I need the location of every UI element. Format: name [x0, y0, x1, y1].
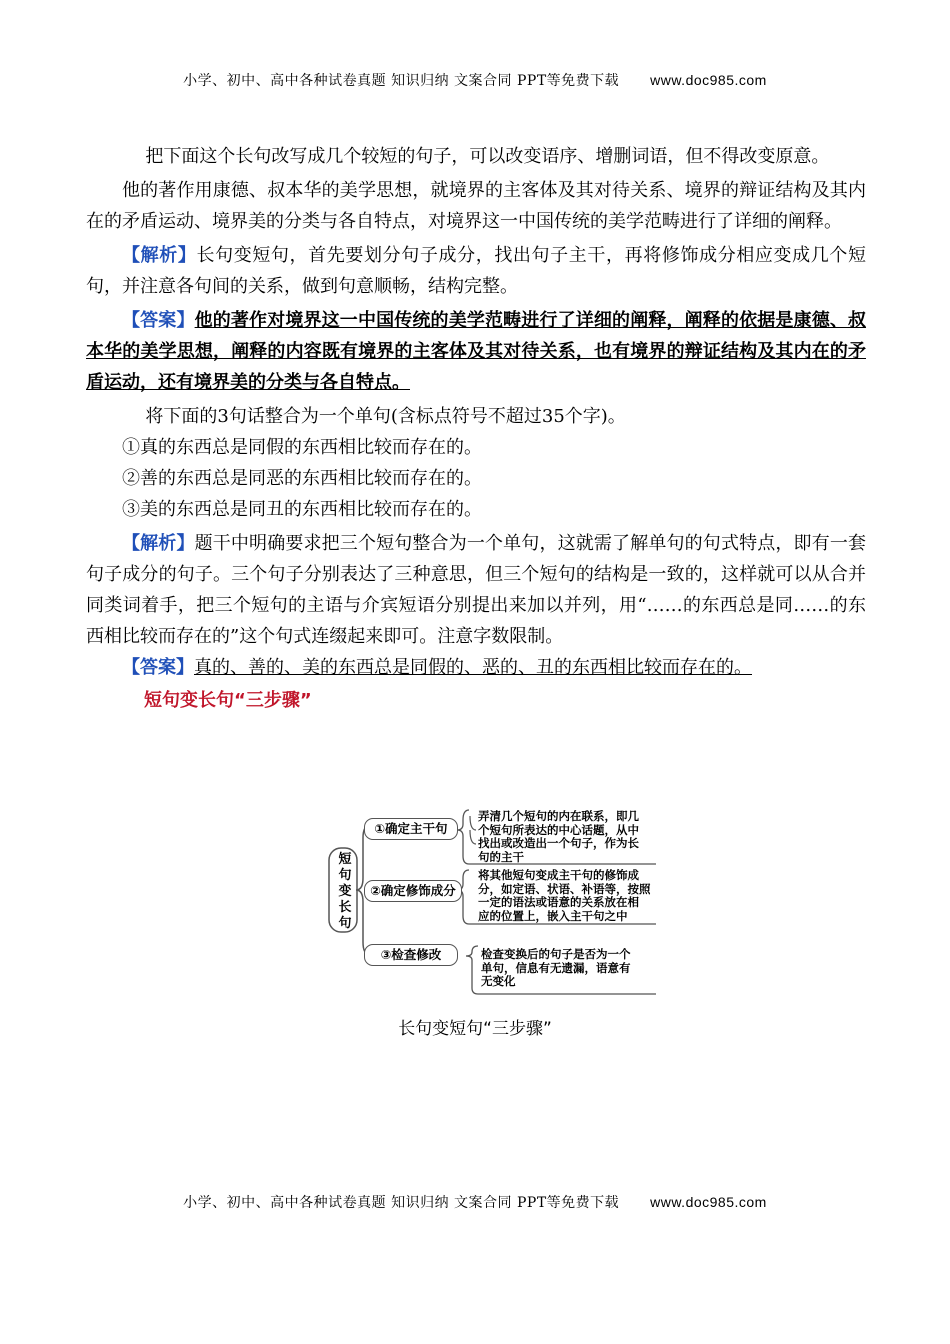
step-1-desc: [478, 810, 663, 864]
q2-answer-text: 真的、善的、美的东西总是同假的、恶的、丑的东西相比较而存在的。: [194, 657, 752, 678]
q1-prompt: 把下面这个长句改写成几个较短的句子，可以改变语序、增删词语，但不得改变原意。: [145, 146, 830, 167]
desc-line: 找出或改造出一个句子，作为长: [478, 836, 639, 850]
analysis-tag: 【解析】: [122, 245, 197, 266]
diagram-root-label: [334, 852, 356, 932]
diagram-caption: 长句变短句“三步骤”: [398, 1019, 552, 1039]
desc-line: 一定的语法或语意的关系放在相: [478, 895, 639, 909]
root-char: 短: [338, 852, 352, 867]
steps-diagram: [326, 808, 666, 1003]
q2-analysis: [86, 528, 866, 652]
q2-answer: [86, 652, 866, 683]
desc-line: 单句，信息有无遗漏，语意有: [481, 960, 631, 975]
section-title: 短句变长句“三步骤”: [144, 690, 312, 711]
step-2-box: ②确定修饰成分: [364, 880, 462, 902]
root-char: 长: [338, 900, 352, 915]
desc-line: 分，如定语、状语、补语等，按照: [478, 881, 651, 896]
desc-line: 检查变换后的句子是否为一个: [481, 947, 631, 961]
header-text: 小学、初中、高中各种试卷真题 知识归纳 文案合同 PPT等免费下载: [183, 73, 620, 89]
desc-line: 个短句所表达的中心话题，从中: [478, 822, 639, 837]
desc-line: 应的位置上，嵌入主干句之中: [478, 908, 628, 923]
desc-line: 将其他短句变成主干句的修饰成: [478, 868, 639, 882]
analysis-tag: 【解析】: [122, 533, 195, 554]
desc-line: 弄清几个短句的内在联系，即几: [478, 809, 639, 823]
root-char: 变: [338, 884, 352, 899]
document-body: [86, 141, 866, 716]
footer-site-link[interactable]: www.doc985.com: [650, 1194, 767, 1210]
root-char: 句: [338, 868, 352, 883]
q1-analysis: [86, 240, 866, 302]
q2-item: ③美的东西总是同丑的东西相比较而存在的。: [122, 499, 482, 520]
step-3-box: ③检查修改: [364, 944, 458, 966]
desc-line: 句的主干: [478, 849, 524, 864]
q2-analysis-text: 题干中明确要求把三个短句整合为一个单句，这就需了解单句的句式特点，即有一套句子成分的句子。三个句子分别表达了三种意思，但三个短句的结构是一致的，这样就可以从合并同类词着手，把三个短句的主语与介宾短语分别提出来加以并列，用“……的东西总是同……的东西相比较而存在的”这个句式连缀起来即可。注意字数限制。: [86, 533, 867, 647]
q2-item: ②善的东西总是同恶的东西相比较而存在的。: [122, 468, 482, 489]
step-3-desc: [481, 948, 661, 989]
footer-text: 小学、初中、高中各种试卷真题 知识归纳 文案合同 PPT等免费下载: [183, 1195, 620, 1211]
page-footer: [0, 1192, 950, 1212]
desc-line: 无变化: [481, 974, 516, 988]
step-2-desc: [478, 869, 663, 923]
step-1-box: ①确定主干句: [364, 818, 458, 840]
root-char: 句: [338, 916, 352, 931]
q2-prompt: 将下面的3句话整合为一个单句(含标点符号不超过35个字)。: [145, 406, 626, 427]
page-header: [0, 70, 950, 90]
answer-tag: 【答案】: [122, 657, 194, 678]
q1-sentence: 他的著作用康德、叔本华的美学思想，就境界的主客体及其对待关系、境界的辩证结构及其内在的矛盾运动、境界美的分类与各自特点，对境界这一中国传统的美学范畴进行了详细的阐释。: [86, 180, 866, 232]
answer-tag: 【答案】: [122, 310, 195, 331]
header-site-link[interactable]: www.doc985.com: [650, 72, 767, 88]
q1-answer-text: 他的著作对境界这一中国传统的美学范畴进行了详细的阐释，阐释的依据是康德、叔本华的美学思想，阐释的内容既有境界的主客体及其对待关系，也有境界的辩证结构及其内在的矛盾运动，还有境界美的分类与各自特点。: [86, 310, 867, 393]
q1-analysis-text: 长句变短句，首先要划分句子成分，找出句子主干，再将修饰成分相应变成几个短句，并注意各句间的关系，做到句意顺畅，结构完整。: [86, 245, 867, 297]
q2-item: ①真的东西总是同假的东西相比较而存在的。: [122, 437, 482, 458]
q1-answer: [86, 305, 866, 398]
